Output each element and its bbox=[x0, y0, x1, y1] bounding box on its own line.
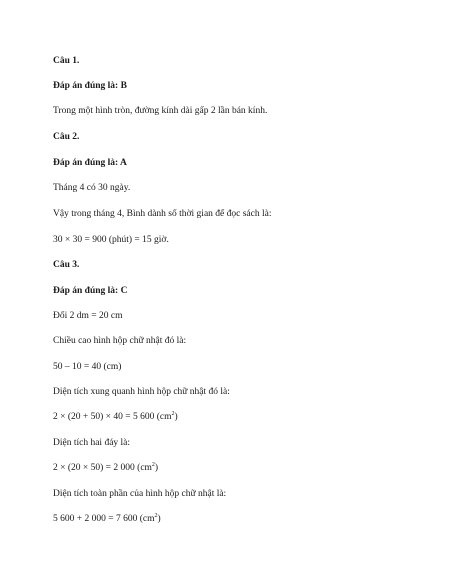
question-2-heading: Câu 2. bbox=[53, 132, 80, 142]
superscript: 2 bbox=[154, 512, 158, 519]
question-2-line-3: 30 × 30 = 900 (phút) = 15 giờ. bbox=[53, 235, 169, 245]
question-1-explanation: Trong một hình tròn, đường kính dài gấp 2 lần bán kính. bbox=[53, 106, 268, 116]
question-1-answer: Đáp án đúng là: B bbox=[53, 81, 127, 91]
question-3-line-8: Diện tích toàn phần của hình hộp chữ nhật là: bbox=[53, 489, 227, 499]
question-2-line-1: Tháng 4 có 30 ngày. bbox=[53, 183, 131, 193]
question-3-line-3: 50 – 10 = 40 (cm) bbox=[53, 362, 122, 372]
formula-text: 5 600 + 2 000 = 7 600 (cm bbox=[53, 514, 155, 524]
question-2-answer: Đáp án đúng là: A bbox=[53, 158, 127, 168]
question-3-line-9 bbox=[53, 513, 161, 525]
formula-tail: ) bbox=[174, 412, 178, 422]
formula-text: 2 × (20 × 50) = 2 000 (cm bbox=[53, 463, 152, 473]
question-3-line-5 bbox=[53, 411, 178, 423]
question-2-line-2: Vậy trong tháng 4, Bình dành số thời gian để đọc sách là: bbox=[53, 209, 272, 219]
question-3-answer: Đáp án đúng là: C bbox=[53, 286, 128, 296]
superscript: 2 bbox=[171, 410, 175, 417]
superscript: 2 bbox=[151, 461, 155, 468]
question-3-line-4: Diện tích xung quanh hình hộp chữ nhật đó là: bbox=[53, 387, 230, 397]
formula-tail: ) bbox=[157, 514, 161, 524]
question-3-line-7 bbox=[53, 462, 158, 474]
formula-tail: ) bbox=[154, 463, 159, 473]
question-3-heading: Câu 3. bbox=[53, 260, 80, 270]
formula-text: 2 × (20 + 50) × 40 = 5 600 (cm bbox=[53, 412, 172, 422]
question-3-line-1: Đổi 2 dm = 20 cm bbox=[53, 311, 123, 321]
question-3-line-6: Diện tích hai đáy là: bbox=[53, 438, 131, 448]
question-3-line-2: Chiều cao hình hộp chữ nhật đó là: bbox=[53, 336, 187, 346]
question-1-heading: Câu 1. bbox=[53, 56, 80, 66]
